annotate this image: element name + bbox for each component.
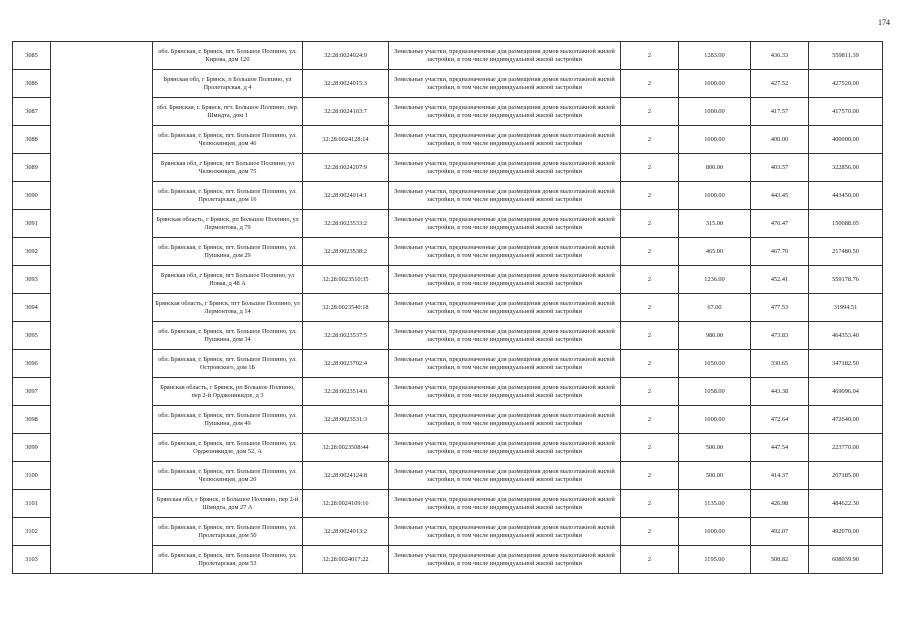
group-number-cell: 2 bbox=[621, 42, 679, 70]
group-number-cell: 2 bbox=[621, 126, 679, 154]
specific-value-cell: 447.54 bbox=[751, 434, 809, 462]
specific-value-cell: 400.00 bbox=[751, 126, 809, 154]
address-cell: Брянская обл, г Брянск, пгт Большое Полпино, ул Челюскинцев, дом 75 bbox=[153, 154, 303, 182]
specific-value-cell: 414.37 bbox=[751, 462, 809, 490]
blank-cell bbox=[51, 70, 153, 98]
group-number-cell: 2 bbox=[621, 322, 679, 350]
cadastral-number-cell: 32:28:0024015:3 bbox=[303, 70, 389, 98]
cadastral-value-cell: 469096.04 bbox=[809, 378, 883, 406]
group-number-cell: 2 bbox=[621, 210, 679, 238]
blank-cell bbox=[51, 322, 153, 350]
permitted-use-cell: Земельные участки, предназначенные для размещения домов малоэтажной жилой застройки, в том числе индивидуальной жилой застройки bbox=[389, 462, 621, 490]
blank-cell bbox=[51, 98, 153, 126]
area-cell: 800.00 bbox=[679, 154, 751, 182]
row-number-cell: 3094 bbox=[13, 294, 51, 322]
address-cell: обл. Брянская, г. Брянск, пгт. Большое Полпино, ул. Пролетарская, дом 16 bbox=[153, 182, 303, 210]
permitted-use-cell: Земельные участки, предназначенные для размещения домов малоэтажной жилой застройки, в том числе индивидуальной жилой застройки bbox=[389, 266, 621, 294]
permitted-use-cell: Земельные участки, предназначенные для размещения домов малоэтажной жилой застройки, в том числе индивидуальной жилой застройки bbox=[389, 42, 621, 70]
address-cell: Брянская обл, г Брянск, пгт Большое Полпино, ул Новая, д 48 А bbox=[153, 266, 303, 294]
cadastral-value-cell: 472640.00 bbox=[809, 406, 883, 434]
table-row bbox=[13, 518, 883, 546]
area-cell: 1283.00 bbox=[679, 42, 751, 70]
specific-value-cell: 427.52 bbox=[751, 70, 809, 98]
area-cell: 1000.00 bbox=[679, 518, 751, 546]
row-number-cell: 3102 bbox=[13, 518, 51, 546]
land-plot-registry-table bbox=[12, 41, 883, 574]
group-number-cell: 2 bbox=[621, 490, 679, 518]
group-number-cell: 2 bbox=[621, 462, 679, 490]
area-cell: 1000.00 bbox=[679, 406, 751, 434]
permitted-use-cell: Земельные участки, предназначенные для размещения домов малоэтажной жилой застройки, в том числе индивидуальной жилой застройки bbox=[389, 406, 621, 434]
address-cell: обл. Брянская, г. Брянск, пгт. Большое Полпино, ул. Челюскинцев, дом 20 bbox=[153, 462, 303, 490]
table-row bbox=[13, 462, 883, 490]
group-number-cell: 2 bbox=[621, 294, 679, 322]
row-number-cell: 3088 bbox=[13, 126, 51, 154]
blank-cell bbox=[51, 518, 153, 546]
group-number-cell: 2 bbox=[621, 378, 679, 406]
table-row bbox=[13, 322, 883, 350]
table-row bbox=[13, 490, 883, 518]
group-number-cell: 2 bbox=[621, 70, 679, 98]
cadastral-value-cell: 31994.51 bbox=[809, 294, 883, 322]
area-cell: 67.00 bbox=[679, 294, 751, 322]
cadastral-number-cell: 32:28:0024109:16 bbox=[303, 490, 389, 518]
specific-value-cell: 443.45 bbox=[751, 182, 809, 210]
permitted-use-cell: Земельные участки, предназначенные для размещения домов малоэтажной жилой застройки, в том числе индивидуальной жилой застройки bbox=[389, 182, 621, 210]
permitted-use-cell: Земельные участки, предназначенные для размещения домов малоэтажной жилой застройки, в том числе индивидуальной жилой застройки bbox=[389, 70, 621, 98]
blank-cell bbox=[51, 210, 153, 238]
table-row bbox=[13, 210, 883, 238]
specific-value-cell: 492.07 bbox=[751, 518, 809, 546]
table-row bbox=[13, 266, 883, 294]
cadastral-number-cell: 32:28:0023508:44 bbox=[303, 434, 389, 462]
cadastral-number-cell: 32:28:0024124:8 bbox=[303, 462, 389, 490]
group-number-cell: 2 bbox=[621, 154, 679, 182]
area-cell: 1000.00 bbox=[679, 182, 751, 210]
row-number-cell: 3087 bbox=[13, 98, 51, 126]
specific-value-cell: 436.33 bbox=[751, 42, 809, 70]
cadastral-value-cell: 427520.00 bbox=[809, 70, 883, 98]
blank-cell bbox=[51, 434, 153, 462]
group-number-cell: 2 bbox=[621, 238, 679, 266]
permitted-use-cell: Земельные участки, предназначенные для размещения домов малоэтажной жилой застройки, в том числе индивидуальной жилой застройки bbox=[389, 238, 621, 266]
specific-value-cell: 467.70 bbox=[751, 238, 809, 266]
cadastral-number-cell: 32:28:0024128:14 bbox=[303, 126, 389, 154]
specific-value-cell: 417.57 bbox=[751, 98, 809, 126]
area-cell: 1236.00 bbox=[679, 266, 751, 294]
specific-value-cell: 426.98 bbox=[751, 490, 809, 518]
cadastral-value-cell: 223770.00 bbox=[809, 434, 883, 462]
row-number-cell: 3089 bbox=[13, 154, 51, 182]
permitted-use-cell: Земельные участки, предназначенные для размещения домов малоэтажной жилой застройки, в том числе индивидуальной жилой застройки bbox=[389, 126, 621, 154]
specific-value-cell: 473.83 bbox=[751, 322, 809, 350]
table-row bbox=[13, 434, 883, 462]
table-row bbox=[13, 126, 883, 154]
row-number-cell: 3103 bbox=[13, 546, 51, 574]
address-cell: Брянская обл, г Брянск, п Большое Полпино, ул Пролетарская, д 4 bbox=[153, 70, 303, 98]
permitted-use-cell: Земельные участки, предназначенные для размещения домов малоэтажной жилой застройки, в том числе индивидуальной жилой застройки bbox=[389, 210, 621, 238]
row-number-cell: 3101 bbox=[13, 490, 51, 518]
permitted-use-cell: Земельные участки, предназначенные для размещения домов малоэтажной жилой застройки, в том числе индивидуальной жилой застройки bbox=[389, 98, 621, 126]
address-cell: Брянская область, г Брянск, пгт Большое Полпино, ул Лермонтова, д 14 bbox=[153, 294, 303, 322]
cadastral-number-cell: 32:28:0024207:9 bbox=[303, 154, 389, 182]
group-number-cell: 2 bbox=[621, 434, 679, 462]
table-row bbox=[13, 238, 883, 266]
area-cell: 500.00 bbox=[679, 434, 751, 462]
address-cell: обл. Брянская, г. Брянск, пгт. Большое Полпино, ул. Орджоникидзе, дом 52, А bbox=[153, 434, 303, 462]
cadastral-value-cell: 217480.50 bbox=[809, 238, 883, 266]
row-number-cell: 3091 bbox=[13, 210, 51, 238]
row-number-cell: 3099 bbox=[13, 434, 51, 462]
cadastral-number-cell: 32:28:0023531:3 bbox=[303, 406, 389, 434]
blank-cell bbox=[51, 462, 153, 490]
cadastral-value-cell: 464353.40 bbox=[809, 322, 883, 350]
cadastral-number-cell: 32:28:0023538:2 bbox=[303, 238, 389, 266]
group-number-cell: 2 bbox=[621, 518, 679, 546]
row-number-cell: 3092 bbox=[13, 238, 51, 266]
address-cell: Брянская область, г Брянск, рп Большое Полпино, ул Лермонтова, д 79 bbox=[153, 210, 303, 238]
blank-cell bbox=[51, 126, 153, 154]
cadastral-number-cell: 32:28:0023514:6 bbox=[303, 378, 389, 406]
row-number-cell: 3096 bbox=[13, 350, 51, 378]
cadastral-value-cell: 207185.00 bbox=[809, 462, 883, 490]
blank-cell bbox=[51, 238, 153, 266]
row-number-cell: 3100 bbox=[13, 462, 51, 490]
row-number-cell: 3093 bbox=[13, 266, 51, 294]
table-row bbox=[13, 546, 883, 574]
group-number-cell: 2 bbox=[621, 266, 679, 294]
permitted-use-cell: Земельные участки, предназначенные для размещения домов малоэтажной жилой застройки, в том числе индивидуальной жилой застройки bbox=[389, 154, 621, 182]
permitted-use-cell: Земельные участки, предназначенные для размещения домов малоэтажной жилой застройки, в том числе индивидуальной жилой застройки bbox=[389, 546, 621, 574]
address-cell: обл. Брянская, г. Брянск, пгт. Большое Полпино, ул. Челюскинцев, дом 46 bbox=[153, 126, 303, 154]
blank-cell bbox=[51, 294, 153, 322]
cadastral-value-cell: 608039.90 bbox=[809, 546, 883, 574]
specific-value-cell: 476.47 bbox=[751, 210, 809, 238]
blank-cell bbox=[51, 406, 153, 434]
cadastral-number-cell: 32:28:0024013:2 bbox=[303, 518, 389, 546]
cadastral-value-cell: 400000.00 bbox=[809, 126, 883, 154]
permitted-use-cell: Земельные участки, предназначенные для размещения домов малоэтажной жилой застройки, в том числе индивидуальной жилой застройки bbox=[389, 490, 621, 518]
address-cell: Брянская область, г Брянск, рп Большое Полпино, пер 2-й Орджоникидзе, д 3 bbox=[153, 378, 303, 406]
row-number-cell: 3095 bbox=[13, 322, 51, 350]
area-cell: 980.00 bbox=[679, 322, 751, 350]
table-row bbox=[13, 70, 883, 98]
permitted-use-cell: Земельные участки, предназначенные для размещения домов малоэтажной жилой застройки, в том числе индивидуальной жилой застройки bbox=[389, 434, 621, 462]
cadastral-number-cell: 32:28:0024017:22 bbox=[303, 546, 389, 574]
cadastral-value-cell: 559178.76 bbox=[809, 266, 883, 294]
row-number-cell: 3098 bbox=[13, 406, 51, 434]
cadastral-number-cell: 32:28:0024014:1 bbox=[303, 182, 389, 210]
cadastral-number-cell: 32:28:0023533:2 bbox=[303, 210, 389, 238]
specific-value-cell: 443.38 bbox=[751, 378, 809, 406]
cadastral-number-cell: 32:28:0023540:18 bbox=[303, 294, 389, 322]
blank-cell bbox=[51, 546, 153, 574]
area-cell: 1000.00 bbox=[679, 126, 751, 154]
address-cell: обл. Брянская, г. Брянск, пгт. Большое Полпино, ул. Пушкина, дом 34 bbox=[153, 322, 303, 350]
table-row bbox=[13, 182, 883, 210]
blank-cell bbox=[51, 154, 153, 182]
area-cell: 1000.00 bbox=[679, 70, 751, 98]
specific-value-cell: 477.53 bbox=[751, 294, 809, 322]
area-cell: 1058.00 bbox=[679, 378, 751, 406]
cadastral-value-cell: 492070.00 bbox=[809, 518, 883, 546]
area-cell: 1195.00 bbox=[679, 546, 751, 574]
specific-value-cell: 452.41 bbox=[751, 266, 809, 294]
area-cell: 315.00 bbox=[679, 210, 751, 238]
table-row bbox=[13, 154, 883, 182]
address-cell: обл. Брянская, г. Брянск, пгт. Большое Полпино, ул. Кирова, дом 120 bbox=[153, 42, 303, 70]
area-cell: 1135.00 bbox=[679, 490, 751, 518]
row-number-cell: 3090 bbox=[13, 182, 51, 210]
row-number-cell: 3086 bbox=[13, 70, 51, 98]
cadastral-number-cell: 32:28:0023510:35 bbox=[303, 266, 389, 294]
row-number-cell: 3085 bbox=[13, 42, 51, 70]
area-cell: 1050.00 bbox=[679, 350, 751, 378]
address-cell: обл. Брянская, г. Брянск, пгт. Большое Полпино, пер. Шмидта, дом 1 bbox=[153, 98, 303, 126]
cadastral-number-cell: 32:28:0023537:5 bbox=[303, 322, 389, 350]
group-number-cell: 2 bbox=[621, 350, 679, 378]
group-number-cell: 2 bbox=[621, 406, 679, 434]
blank-cell bbox=[51, 266, 153, 294]
blank-cell bbox=[51, 490, 153, 518]
cadastral-value-cell: 322856.00 bbox=[809, 154, 883, 182]
registry-table-body bbox=[13, 42, 883, 574]
group-number-cell: 2 bbox=[621, 546, 679, 574]
permitted-use-cell: Земельные участки, предназначенные для размещения домов малоэтажной жилой застройки, в том числе индивидуальной жилой застройки bbox=[389, 294, 621, 322]
cadastral-value-cell: 347182.50 bbox=[809, 350, 883, 378]
address-cell: обл. Брянская, г. Брянск, пгт. Большое Полпино, ул. Пушкина, дом 29 bbox=[153, 238, 303, 266]
permitted-use-cell: Земельные участки, предназначенные для размещения домов малоэтажной жилой застройки, в том числе индивидуальной жилой застройки bbox=[389, 378, 621, 406]
permitted-use-cell: Земельные участки, предназначенные для размещения домов малоэтажной жилой застройки, в том числе индивидуальной жилой застройки bbox=[389, 518, 621, 546]
cadastral-number-cell: 32:28:0023702:4 bbox=[303, 350, 389, 378]
table-row bbox=[13, 406, 883, 434]
table-row bbox=[13, 350, 883, 378]
cadastral-number-cell: 32:28:0024024:9 bbox=[303, 42, 389, 70]
cadastral-number-cell: 32:28:0024103:7 bbox=[303, 98, 389, 126]
table-row bbox=[13, 98, 883, 126]
address-cell: обл. Брянская, г. Брянск, пгт. Большое Полпино, ул. Пушкина, дом 49 bbox=[153, 406, 303, 434]
cadastral-value-cell: 443450.00 bbox=[809, 182, 883, 210]
blank-cell bbox=[51, 42, 153, 70]
table-row bbox=[13, 294, 883, 322]
area-cell: 500.00 bbox=[679, 462, 751, 490]
blank-cell bbox=[51, 350, 153, 378]
specific-value-cell: 403.57 bbox=[751, 154, 809, 182]
blank-cell bbox=[51, 182, 153, 210]
row-number-cell: 3097 bbox=[13, 378, 51, 406]
blank-cell bbox=[51, 378, 153, 406]
table-row bbox=[13, 42, 883, 70]
permitted-use-cell: Земельные участки, предназначенные для размещения домов малоэтажной жилой застройки, в том числе индивидуальной жилой застройки bbox=[389, 322, 621, 350]
address-cell: обл. Брянская, г. Брянск, пгт. Большое Полпино, ул. Островского, дом 1Б bbox=[153, 350, 303, 378]
cadastral-value-cell: 417570.00 bbox=[809, 98, 883, 126]
table-row bbox=[13, 378, 883, 406]
cadastral-value-cell: 484622.30 bbox=[809, 490, 883, 518]
permitted-use-cell: Земельные участки, предназначенные для размещения домов малоэтажной жилой застройки, в том числе индивидуальной жилой застройки bbox=[389, 350, 621, 378]
group-number-cell: 2 bbox=[621, 98, 679, 126]
cadastral-value-cell: 559811.39 bbox=[809, 42, 883, 70]
area-cell: 465.00 bbox=[679, 238, 751, 266]
area-cell: 1000.00 bbox=[679, 98, 751, 126]
address-cell: Брянская обл, г Брянск, п Большое Полпино, пер 2-й Шмидта, дом 27 А bbox=[153, 490, 303, 518]
specific-value-cell: 508.82 bbox=[751, 546, 809, 574]
address-cell: обл. Брянская, г. Брянск, пгт. Большое Полпино, ул. Пролетарская, дом 50 bbox=[153, 518, 303, 546]
cadastral-value-cell: 150088.05 bbox=[809, 210, 883, 238]
specific-value-cell: 472.64 bbox=[751, 406, 809, 434]
address-cell: обл. Брянская, г. Брянск, пгт. Большое Полпино, ул. Пролетарская, дом 53 bbox=[153, 546, 303, 574]
page-number: 174 bbox=[878, 18, 890, 27]
group-number-cell: 2 bbox=[621, 182, 679, 210]
specific-value-cell: 330.65 bbox=[751, 350, 809, 378]
